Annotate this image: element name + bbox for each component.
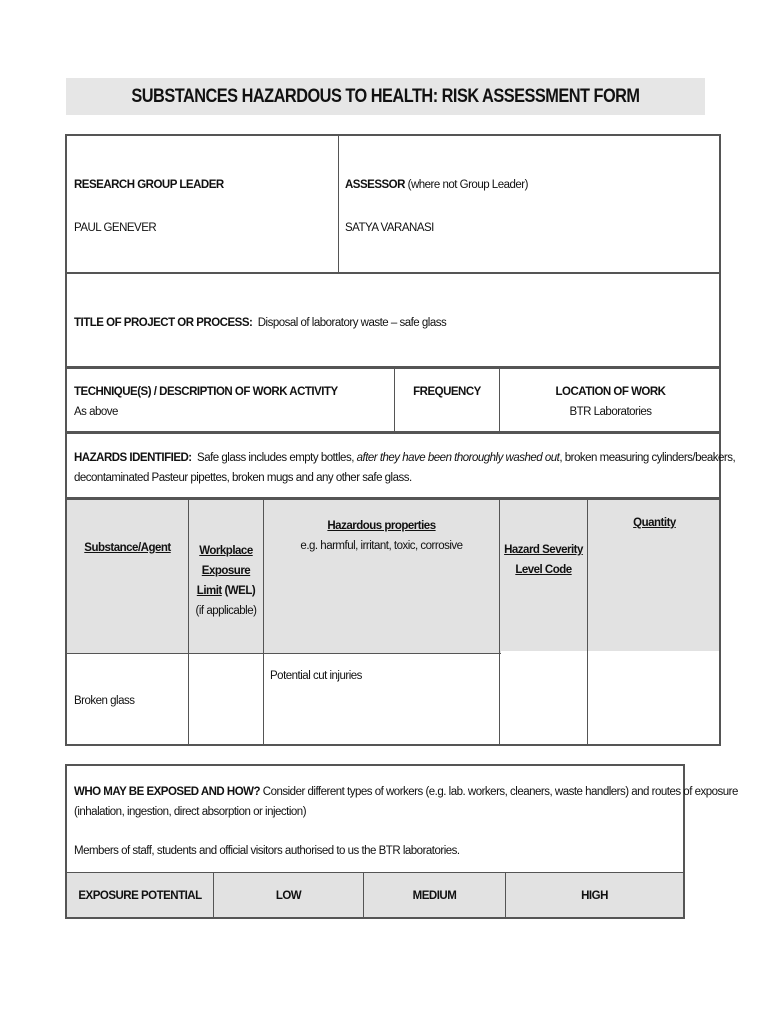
header-hazard-properties: Hazardous properties e.g. harmful, irritant, toxic, corrosive	[300, 520, 463, 552]
group-leader-value: PAUL GENEVER	[74, 222, 157, 234]
exposure-section	[65, 764, 738, 919]
hazards-line-2: decontaminated Pasteur pipettes, broken mugs and any other safe glass.	[74, 472, 412, 484]
form-title-bar	[66, 78, 705, 115]
technique-section	[65, 367, 721, 433]
hazards-label: HAZARDS IDENTIFIED:	[74, 452, 192, 464]
exposure-low: LOW	[275, 890, 302, 902]
project-value: Disposal of laboratory waste – safe glass	[257, 317, 447, 329]
technique-value: As above	[74, 406, 118, 418]
assessor-note: (where not Group Leader)	[404, 179, 528, 191]
project-line	[74, 316, 446, 330]
exposure-line-1: WHO MAY BE EXPOSED AND HOW? Consider different types of workers (e.g. lab. workers, cleaners, waste handlers) and routes of exposure	[74, 786, 738, 798]
hazards-section	[65, 432, 736, 499]
hazards-line-1: HAZARDS IDENTIFIED: Safe glass includes empty bottles, after they have been thoroughly washed out, broken measuring cylinders/beakers,	[74, 452, 736, 464]
group-leader-label: RESEARCH GROUP LEADER	[74, 179, 224, 191]
frequency-label: FREQUENCY	[413, 386, 481, 398]
substance-table	[65, 498, 721, 746]
exposure-label: WHO MAY BE EXPOSED AND HOW?	[74, 786, 261, 798]
technique-label: TECHNIQUE(S) / DESCRIPTION OF WORK ACTIVITY	[74, 386, 338, 398]
exposure-high: HIGH	[581, 890, 608, 902]
form-title: SUBSTANCES HAZARDOUS TO HEALTH: RISK ASSESSMENT FORM	[131, 85, 640, 107]
header-quantity: Quantity	[633, 517, 676, 529]
exposure-line-2: (inhalation, ingestion, direct absorption or injection)	[74, 806, 307, 818]
row-hazard: Potential cut injuries	[270, 670, 362, 682]
location-value: BTR Laboratories	[569, 406, 652, 418]
exposure-answer: Members of staff, students and official visitors authorised to us the BTR laboratories.	[74, 845, 460, 857]
assessor-label-line	[345, 178, 528, 192]
assessor-value: SATYA VARANASI	[345, 222, 434, 234]
exposure-medium: MEDIUM	[412, 890, 457, 902]
exposure-potential-label: EXPOSURE POTENTIAL	[78, 890, 202, 902]
row-substance: Broken glass	[74, 695, 135, 707]
assessor-label: ASSESSOR	[345, 179, 405, 191]
header-severity: Hazard Severity Level Code	[504, 544, 583, 576]
header-substance: Substance/Agent	[84, 542, 171, 554]
project-label: TITLE OF PROJECT OR PROCESS:	[74, 317, 253, 329]
leader-assessor-section	[65, 134, 721, 274]
location-label: LOCATION OF WORK	[555, 386, 666, 398]
project-section	[65, 272, 721, 368]
header-wel: Workplace Exposure Limit (WEL) (if applicable)	[195, 545, 257, 617]
